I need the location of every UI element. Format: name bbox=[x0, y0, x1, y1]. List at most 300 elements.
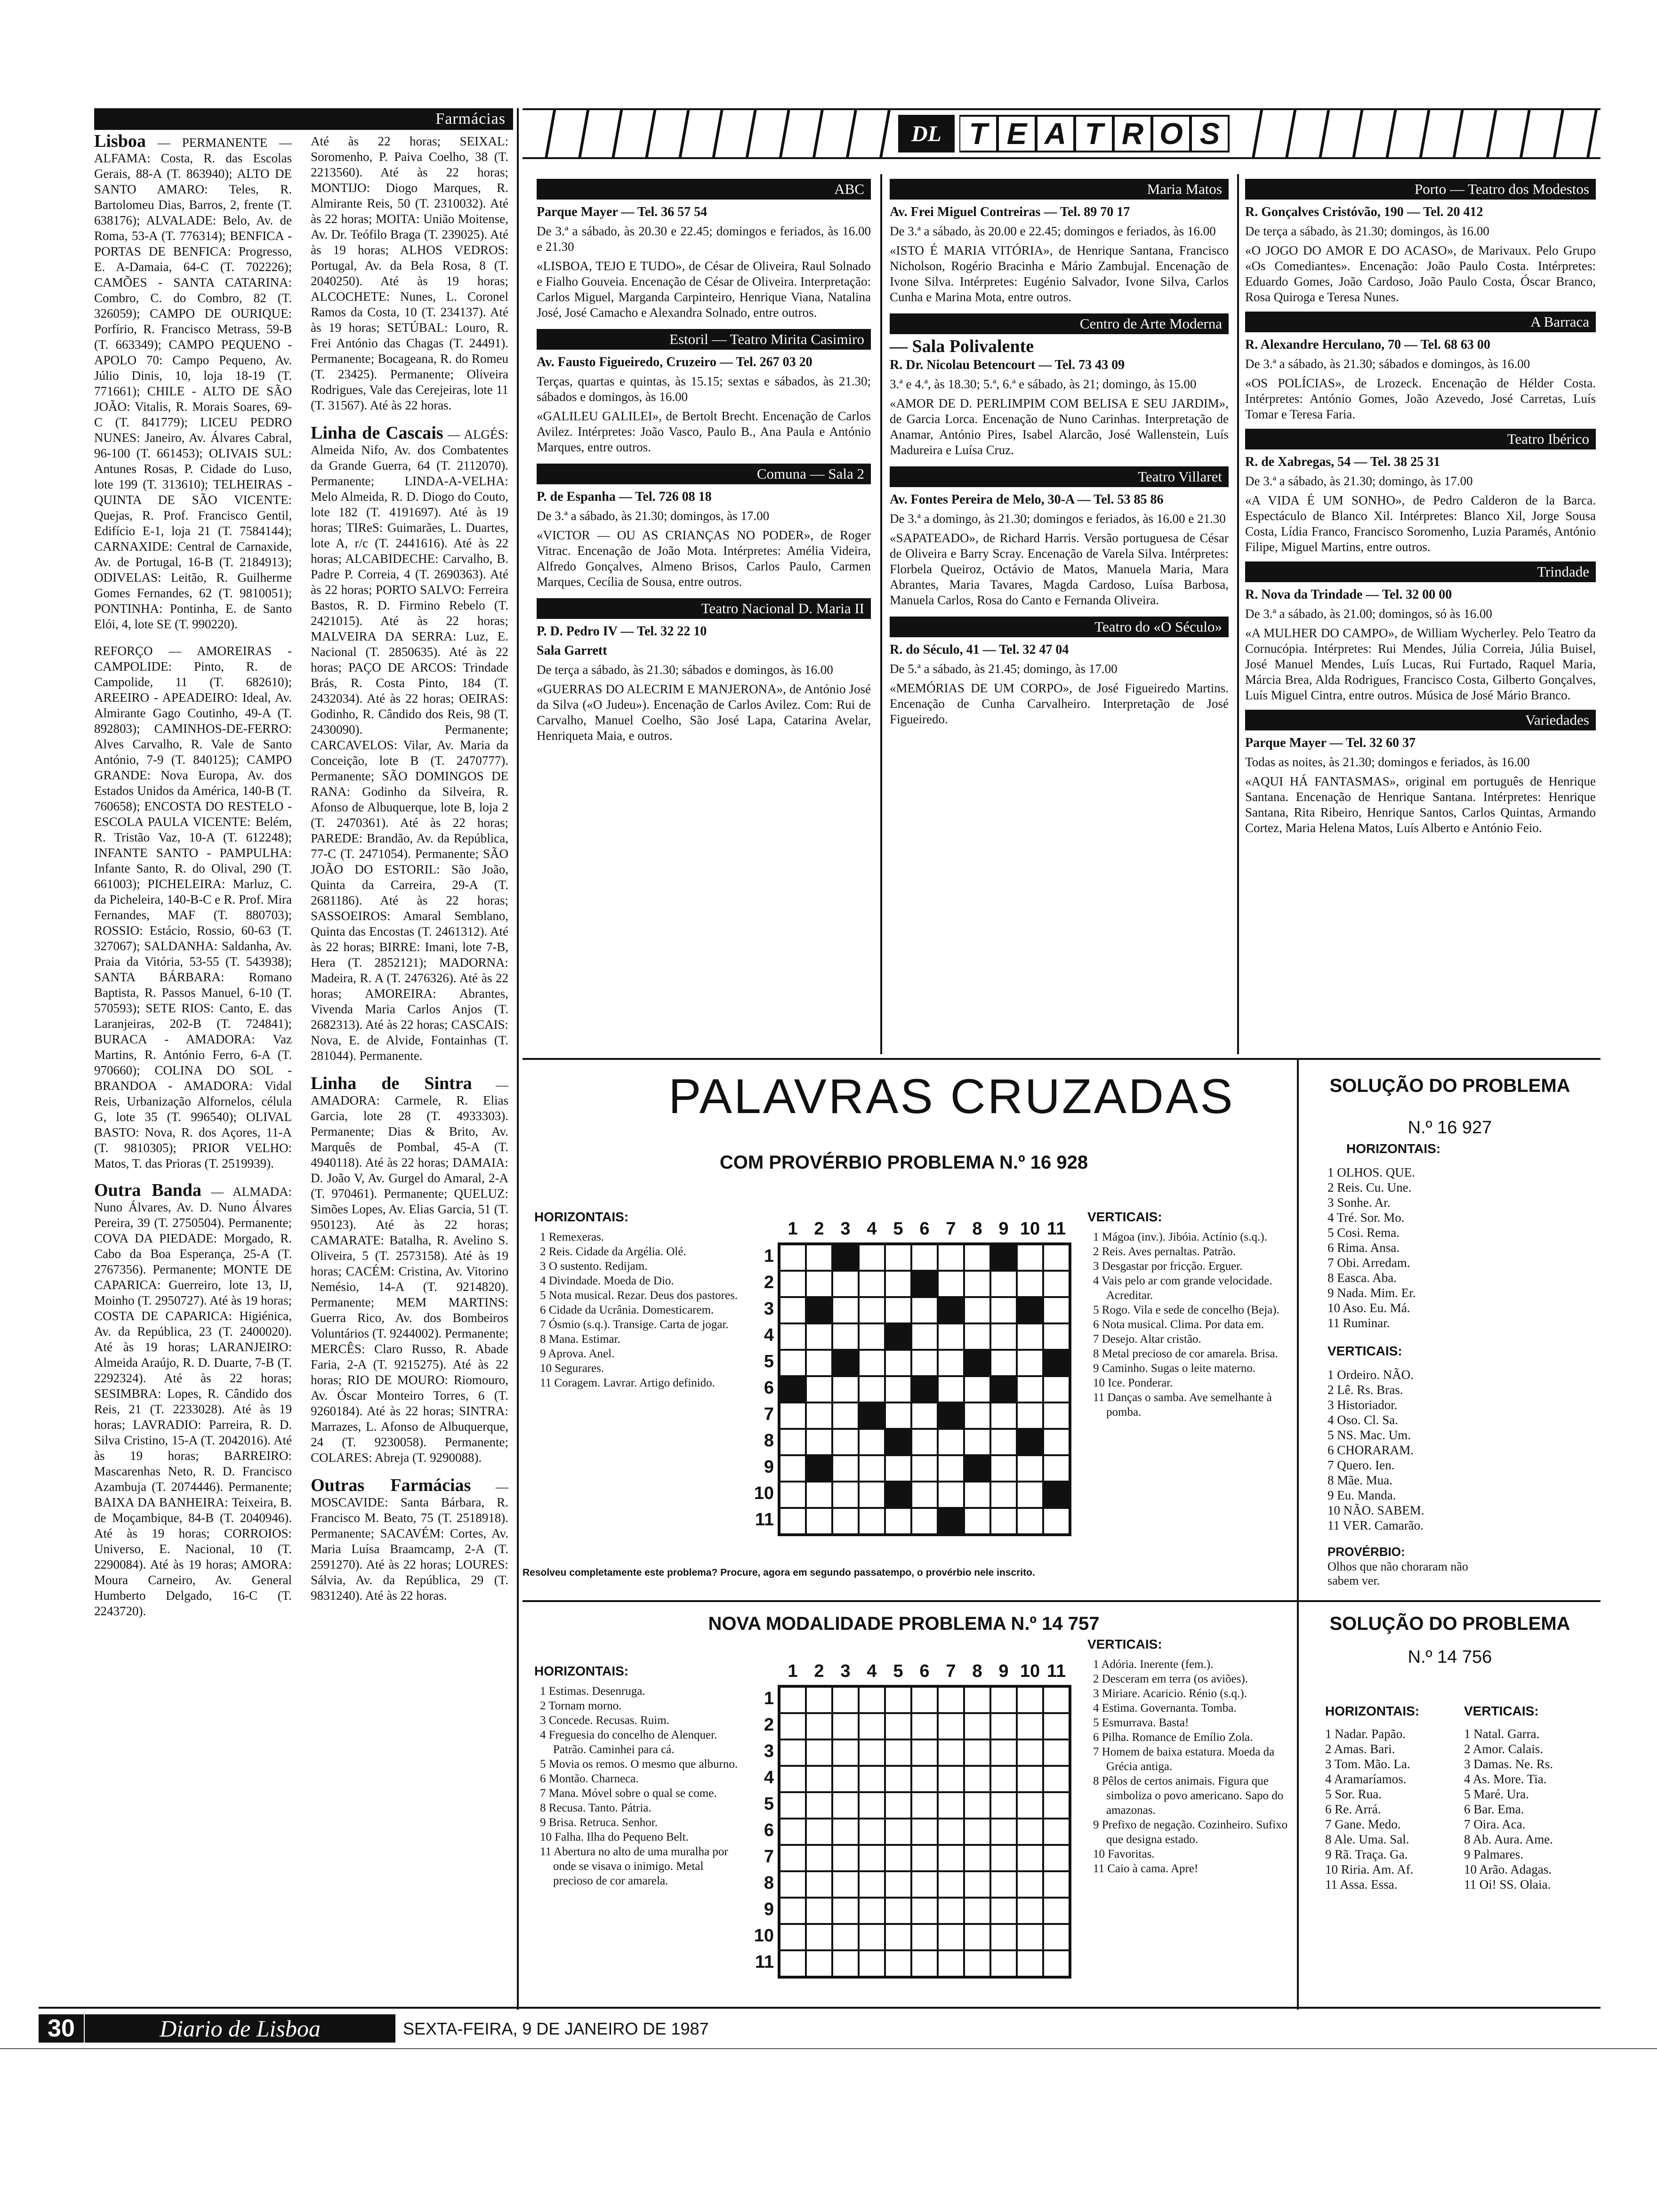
clue-item: 10 Favoritas. bbox=[1093, 1848, 1155, 1860]
grid-cell bbox=[859, 1244, 885, 1271]
clue-item: 3 Desgastar por fricção. Erguer. bbox=[1093, 1260, 1243, 1273]
grid-cell bbox=[1043, 1766, 1070, 1792]
solution-item: 2 Amas. Bari. bbox=[1325, 1742, 1395, 1756]
grid-cell bbox=[990, 1482, 1017, 1508]
grid-cell bbox=[832, 1376, 859, 1403]
grid-cell bbox=[859, 1766, 885, 1792]
grid-cell bbox=[885, 1898, 911, 1924]
grid-cell bbox=[832, 1713, 859, 1739]
grid-column-number: 10 bbox=[1020, 1661, 1040, 1681]
grid-cell bbox=[911, 1898, 938, 1924]
clue-item: 2 Reis. Aves pernaltas. Patrão. bbox=[1093, 1245, 1236, 1258]
grid-cell bbox=[806, 1924, 832, 1950]
clue-item: 6 Pilha. Romance de Emílio Zola. bbox=[1093, 1731, 1253, 1744]
solution-2-h-header: HORIZONTAIS: bbox=[1325, 1704, 1420, 1718]
grid-cell bbox=[885, 1403, 911, 1429]
grid-cell bbox=[859, 1819, 885, 1845]
theatre-room: Sala Garrett bbox=[537, 643, 607, 658]
grid-cell bbox=[885, 1376, 911, 1403]
grid-cell bbox=[1043, 1819, 1070, 1845]
banner-letter: T bbox=[1075, 115, 1114, 152]
grid-cell bbox=[938, 1323, 964, 1350]
grid-cell bbox=[938, 1924, 964, 1950]
clue-item: 2 Reis. Cidade da Argélia. Olé. bbox=[540, 1245, 686, 1258]
grid-cell bbox=[1043, 1323, 1070, 1350]
grid-cell bbox=[780, 1297, 806, 1323]
grid-cell bbox=[938, 1455, 964, 1482]
grid-cell bbox=[964, 1845, 990, 1871]
solution-item: 1 Ordeiro. NÃO. bbox=[1327, 1368, 1414, 1382]
grid-cell bbox=[1017, 1819, 1043, 1845]
cascais-section bbox=[311, 425, 508, 1064]
crossword-2-subtitle: NOVA MODALIDADE PROBLEMA N.º 14 757 bbox=[708, 1613, 1100, 1634]
grid-column-number: 3 bbox=[840, 1661, 851, 1681]
grid-cell bbox=[780, 1792, 806, 1819]
grid-cell bbox=[859, 1429, 885, 1455]
grid-cell bbox=[911, 1482, 938, 1508]
grid-cell bbox=[1043, 1508, 1070, 1534]
grid-cell bbox=[859, 1898, 885, 1924]
solution-item: 1 OLHOS. QUE. bbox=[1327, 1165, 1415, 1179]
solution-2-title: SOLUÇÃO DO PROBLEMA bbox=[1329, 1613, 1570, 1634]
solution-item: 5 Sor. Rua. bbox=[1325, 1787, 1382, 1801]
grid-cell bbox=[964, 1792, 990, 1819]
grid-cell bbox=[832, 1323, 859, 1350]
clue-item: 1 Adória. Inerente (fem.). bbox=[1093, 1658, 1214, 1671]
grid-column-number: 2 bbox=[814, 1219, 824, 1239]
grid-column-number: 1 bbox=[788, 1661, 798, 1681]
grid-cell bbox=[885, 1244, 911, 1271]
theatre-name: Comuna — Sala 2 bbox=[537, 464, 871, 484]
grid-cell bbox=[964, 1455, 990, 1482]
grid-column-number: 5 bbox=[893, 1661, 903, 1681]
grid-cell bbox=[806, 1455, 832, 1482]
grid-cell bbox=[832, 1297, 859, 1323]
grid-cell bbox=[911, 1924, 938, 1950]
lisboa-text: — PERMANENTE — ALFAMA: Costa, R. das Escolas Gerais, 88-A (T. 863940); ALTO DE SANTO AMARO: Teles, R. Bartolomeu Dias, Barros, 2, frente (T. 638176); ALVALADE: Belo, Av. de Roma, 53-A (T. 776314); BENFICA - PORTAS DE BENFICA: Progresso, E. A-Damaia, 64-C (T. 702226); CAMÕES - SANTA CATARINA: Combro, C. do Combro, 82 (T. 326059); CAMPO DE OURIQUE: Porfírio, R. Francisco Metrass, 59-B (T. 663349); CAMPO PEQUENO - APOLO 70: Campo Pequeno, Av. Júlio Dinis, 10, loja 18-19 (T. 771661); CHILE - ALTO DE SÃO JOÃO: Vitalis, R. Morais Soares, 69-C (T. 841779); LICEU PEDRO NUNES: Janeiro, Av. Álvares Cabral, 96-100 (T. 661453); OLIVAIS SUL: Antunes Rosas, P. Cidade do Luso, lote 199 (T. 313610); TELHEIRAS - QUINTA DE SÃO VICENTE: Quejas, R. Prof. Francisco Gentil, Edifício E-1, loja 21 (T. 7584144); CARNAXIDE: Central de Carnaxide, Av. de Portugal, 16-B (T. 2184913); ODIVELAS: Leitão, R. Guilherme Gomes Fernandes, 62 (T. 9810051); PONTINHA: Pontinha, E. de Santo Elói, 4, lote SE (T. 990220). bbox=[94, 136, 292, 631]
clue-item: 7 Homem de baixa estatura. Moeda da Grécia antiga. bbox=[1093, 1746, 1275, 1773]
grid-cell bbox=[911, 1455, 938, 1482]
theatre-times: De 3.ª a domingo, às 21.30; domingos e feriados, às 16.00 e 21.30 bbox=[890, 512, 1226, 526]
grid-cell bbox=[1043, 1403, 1070, 1429]
grid-column-number: 11 bbox=[1046, 1661, 1066, 1681]
pharmacy-column-2 bbox=[311, 134, 508, 1606]
grid-row-number: 4 bbox=[764, 1768, 774, 1787]
grid-cell bbox=[885, 1739, 911, 1766]
clue-item: 6 Cidade da Ucrânia. Domesticarem. bbox=[540, 1304, 714, 1316]
grid-cell bbox=[990, 1403, 1017, 1429]
grid-column-number: 6 bbox=[919, 1219, 930, 1239]
grid-cell bbox=[832, 1792, 859, 1819]
grid-cell bbox=[964, 1819, 990, 1845]
grid-cell bbox=[990, 1924, 1017, 1950]
grid-cell bbox=[832, 1244, 859, 1271]
grid-cell bbox=[964, 1482, 990, 1508]
grid-cell bbox=[1043, 1244, 1070, 1271]
grid-column-number: 9 bbox=[998, 1661, 1009, 1681]
solution-item: 6 Bar. Ema. bbox=[1464, 1802, 1524, 1816]
grid-cell bbox=[859, 1924, 885, 1950]
grid-cell bbox=[859, 1792, 885, 1819]
grid-cell bbox=[885, 1792, 911, 1819]
grid-row-number: 10 bbox=[754, 1483, 774, 1503]
grid-cell bbox=[885, 1508, 911, 1534]
sintra-title: Linha de Sintra bbox=[311, 1074, 472, 1093]
solution-item: 3 Sonhe. Ar. bbox=[1327, 1195, 1391, 1210]
theatre-times: De terça a sábado, às 21.30; domingos, às 16.00 bbox=[1245, 224, 1489, 238]
clue-item: 9 Brisa. Retruca. Senhor. bbox=[540, 1816, 658, 1829]
clue-item: 9 Caminho. Sugas o leite materno. bbox=[1093, 1362, 1256, 1375]
solution-item: 9 Eu. Manda. bbox=[1327, 1488, 1396, 1502]
grid-row-number: 3 bbox=[764, 1299, 774, 1319]
theatre-name: Teatro do «O Século» bbox=[890, 617, 1229, 637]
grid-cell bbox=[938, 1898, 964, 1924]
grid-cell bbox=[990, 1350, 1017, 1376]
grid-cell bbox=[780, 1508, 806, 1534]
grid-cell bbox=[964, 1713, 990, 1739]
lisboa-section bbox=[94, 131, 292, 632]
clue-item: 11 Abertura no alto de uma muralha por onde se visava o inimigo. Metal precioso de cor amarela. bbox=[540, 1845, 728, 1887]
grid-cell bbox=[964, 1739, 990, 1766]
grid-cell bbox=[938, 1271, 964, 1297]
grid-cell bbox=[806, 1403, 832, 1429]
grid-row-number: 9 bbox=[764, 1899, 774, 1919]
grid-cell bbox=[1017, 1687, 1043, 1713]
issue-date: SEXTA-FEIRA, 9 DE JANEIRO DE 1987 bbox=[403, 2019, 709, 2038]
grid-cell bbox=[780, 1350, 806, 1376]
grid-cell bbox=[806, 1323, 832, 1350]
theatre-times: De 3.ª a sábado, às 21.30; domingos, às 17.00 bbox=[537, 509, 770, 523]
theatre-desc: «SAPATEADO», de Richard Harris. Versão portuguesa de César de Oliveira e Barry Scray. Encenação de Varela Silva. Intérpretes: Florbela Queiroz, Octávio de Matos, Manuela Maria, Mara Abrantes, Maria Tavares, Magda Cardoso, Luísa Barbosa, Manuela Carlos, Rosa do Canto e Fernanda Oliveira. bbox=[890, 531, 1229, 607]
grid-cell bbox=[990, 1819, 1017, 1845]
grid-cell bbox=[780, 1244, 806, 1271]
solution-item: 1 Natal. Garra. bbox=[1464, 1727, 1540, 1741]
grid-cell bbox=[1017, 1429, 1043, 1455]
theatre-divider bbox=[880, 174, 882, 1054]
grid-cell bbox=[911, 1350, 938, 1376]
theatre-address: P. D. Pedro IV — Tel. 32 22 10 bbox=[537, 624, 707, 639]
grid-cell bbox=[990, 1845, 1017, 1871]
theatre-desc: «O JOGO DO AMOR E DO ACASO», de Marivaux. Pelo Grupo «Os Comediantes». Encenação: João Paulo Costa. Intérpretes: Eduardo Gomes, João Cardoso, João Paulo Costa, Óscar Branco, Rosa Quiroga e Teresa Nunes. bbox=[1245, 243, 1596, 304]
theatre-name: Centro de Arte Moderna bbox=[890, 313, 1229, 334]
banner-letter: R bbox=[1114, 115, 1152, 152]
grid-cell bbox=[938, 1766, 964, 1792]
solution-item: 7 Oira. Aca. bbox=[1464, 1817, 1526, 1831]
grid-cell bbox=[806, 1244, 832, 1271]
grid-cell bbox=[885, 1271, 911, 1297]
grid-cell bbox=[938, 1713, 964, 1739]
grid-cell bbox=[990, 1739, 1017, 1766]
theatre-address: R. de Xabregas, 54 — Tel. 38 25 31 bbox=[1245, 455, 1440, 469]
theatre-times: Todas as noites, às 21.30; domingos e feriados, às 16.00 bbox=[1245, 755, 1530, 769]
theatre-address: R. do Século, 41 — Tel. 32 47 04 bbox=[890, 642, 1069, 657]
grid-cell bbox=[832, 1482, 859, 1508]
theatre-times: De 3.ª a sábado, às 20.30 e 22.45; domingos e feriados, às 16.00 e 21.30 bbox=[537, 224, 871, 254]
theatre-address: R. Alexandre Herculano, 70 — Tel. 68 63 00 bbox=[1245, 337, 1490, 352]
grid-cell bbox=[911, 1271, 938, 1297]
grid-cell bbox=[1043, 1950, 1070, 1977]
theatre-times: De 5.ª a sábado, às 21.45; domingo, às 17.00 bbox=[890, 662, 1118, 676]
clue-item: 5 Movia os remos. O mesmo que alburno. bbox=[540, 1758, 738, 1771]
outra-banda-title: Outra Banda bbox=[94, 1180, 201, 1200]
grid-cell bbox=[938, 1297, 964, 1323]
grid-cell bbox=[806, 1819, 832, 1845]
theatre-times: De 3.ª a sábado, às 21.30; sábados e domingos, às 16.00 bbox=[1245, 357, 1530, 371]
solution-item: 5 Maré. Ura. bbox=[1464, 1787, 1529, 1801]
solution-item: 9 Nada. Mim. Er. bbox=[1327, 1286, 1416, 1300]
grid-cell bbox=[911, 1323, 938, 1350]
grid-cell bbox=[806, 1792, 832, 1819]
theatre-abc bbox=[537, 179, 871, 321]
sintra-text: — AMADORA: Carmele, R. Elias Garcia, lote 28 (T. 4933303). Permanente; Dias & Brito, Av. Marquês de Pombal, 45-A (T. 4940118). Até às 22 horas; DAMAIA: D. João V, Av. Gurgel do Amaral, 2-A (T. 970461). Permanente; QUELUZ: Simões Lopes, Av. Elias Garcia, 51 (T. 950123). Até às 22 horas; CAMARATE: Batalha, R. Avelino S. Oliveira, 5 (T. 2573158). Até às 19 horas; CACÉM: Cristina, Av. Vitorino Nemésio, 14-A (T. 9214820). Permanente; MEM MARTINS: Guerra Rico, Av. dos Bombeiros Voluntários (T. 9244002). Permanente; MERCÊS: Claro Russo, R. Abade Faria, 2-A (T. 9215275). Até às 22 horas; RIO DE MOURO: Riomouro, Av. Óscar Monteiro Torres, 6 (T. 9260184). Até às 22 horas; SINTRA: Marrazes, L. Afonso de Albuquerque, 24 (T. 9230058). Permanente; COLARES: Abreja (T. 9290088). bbox=[311, 1078, 508, 1465]
grid-cell bbox=[859, 1871, 885, 1898]
grid-cell bbox=[859, 1739, 885, 1766]
grid-cell bbox=[859, 1297, 885, 1323]
grid-cell bbox=[832, 1739, 859, 1766]
grid-cell bbox=[1017, 1924, 1043, 1950]
sintra-section bbox=[311, 1076, 508, 1466]
grid-cell bbox=[1017, 1845, 1043, 1871]
teatros-banner bbox=[523, 108, 1601, 159]
clue-item: 4 Freguesia do concelho de Alenquer. Patrão. Caminhei para cá. bbox=[540, 1729, 717, 1756]
clue-item: 8 Recusa. Tanto. Pátria. bbox=[540, 1802, 652, 1814]
outras-text: — MOSCAVIDE: Santa Bárbara, R. Francisco M. Beato, 75 (T. 2518918). Permanente; SACAVÉM: Cortes, Av. Maria Luísa Braamcamp, 2-A (T. 2591270). Até às 22 horas; LOURES: Sálvia, Av. da República, 29 (T. 9831240). Até às 22 horas. bbox=[311, 1480, 508, 1603]
grid-row-number: 5 bbox=[764, 1794, 774, 1814]
solution-1-v-header: VERTICAIS: bbox=[1327, 1344, 1402, 1358]
clue-item: 10 Segurares. bbox=[540, 1362, 604, 1375]
clue-item: 6 Nota musical. Clima. Por data em. bbox=[1093, 1318, 1264, 1331]
grid-cell bbox=[964, 1350, 990, 1376]
grid-cell bbox=[832, 1845, 859, 1871]
solution-2-horizontais bbox=[1325, 1726, 1457, 1892]
grid-cell bbox=[911, 1871, 938, 1898]
grid-cell bbox=[938, 1508, 964, 1534]
theatre-desc: «A VIDA É UM SONHO», de Pedro Calderon de la Barca. Espectáculo de Blanco Xil. Intérpretes: Blanco Xil, Jorge Sousa Costa, Lídia Franco, Francisco Soromenho, Luzia Paramés, António Filipe, Miguel Martins, entre outros. bbox=[1245, 493, 1596, 554]
grid-cell bbox=[1043, 1687, 1070, 1713]
grid-cell bbox=[1017, 1739, 1043, 1766]
theatre-mirita bbox=[537, 329, 871, 455]
cascais-text: — ALGÉS: Almeida Nifo, Av. dos Combatentes da Grande Guerra, 64 (T. 2112070). Permanente; LINDA-A-VELHA: Melo Almeida, R. D. Diogo do Couto, lote 182 (T. 4191697). Até às 19 horas; TIReS: Guimarães, L. Duartes, lote A, r/c (T. 2441616). Até às 22 horas; ALCABIDECHE: Carvalho, B. Padre P. Correia, 4 (T. 2690363). Até às 22 horas; PORTO SALVO: Ferreira Bastos, R. D. Firmino Rebelo (T. 2421015). Até às 22 horas; MALVEIRA DA SERRA: Luz, E. Nacional (T. 2850635). Até às 22 horas; PAÇO DE ARCOS: Trindade Brás, R. Costa Pinto, 184 (T. 2432034). Até às 22 horas; OEIRAS: Godinho, R. Cândido dos Reis, 98 (T. 2430090). Permanente; CARCAVELOS: Vilar, Av. Maria da Conceição, lote B (T. 2470777). Permanente; SÃO DOMINGOS DE RANA: Godinho da Silveira, R. Afonso de Albuquerque, lote B, loja 2 (T. 2470361). Até às 22 horas; PAREDE: Brandão, Av. da República, 77-C (T. 2471054). Permanente; SÃO JOÃO DO ESTORIL: São João, Quinta da Carreira, 29-A (T. 2681186). Até às 22 horas; SASSOEIROS: Amaral Semblano, Quinta das Encostas (T. 2461312). Até às 22 horas; BIRRE: Imani, lote 7-B, Hera (T. 2852121); MADORNA: Madeira, R. A (T. 2476326). Até às 22 horas; AMOREIRA: Abrantes, Vivenda Maria Carlos Anjos (T. 2682313). Até às 22 horas; CASCAIS: Nova, E. de Alvide, Fontainhas (T. 281044). Permanente. bbox=[311, 427, 508, 1063]
grid-column-number: 8 bbox=[972, 1661, 982, 1681]
grid-cell bbox=[964, 1950, 990, 1977]
grid-cell bbox=[990, 1429, 1017, 1455]
grid-cell bbox=[859, 1713, 885, 1739]
crossword-2-verticais bbox=[1087, 1637, 1295, 1876]
clues-header: HORIZONTAIS: bbox=[534, 1664, 629, 1678]
grid-cell bbox=[832, 1871, 859, 1898]
clues-header: VERTICAIS: bbox=[1087, 1210, 1162, 1224]
grid-cell bbox=[780, 1713, 806, 1739]
solution-1-h-header: HORIZONTAIS: bbox=[1346, 1141, 1441, 1156]
theatre-desc: «LISBOA, TEJO E TUDO», de César de Oliveira, Raul Solnado e Fialho Gouveia. Encenação de César de Oliveira. Interpretação: Carlos Miguel, Marganda Carpinteiro, Henrique Viana, Natalina José, José Camacho e Alexandra Solnado, entre outros. bbox=[537, 259, 871, 320]
solution-item: 11 Oi! SS. Olaia. bbox=[1464, 1877, 1551, 1891]
solution-1-horizontais bbox=[1327, 1165, 1563, 1330]
grid-cell bbox=[885, 1845, 911, 1871]
solution-item: 11 VER. Camarão. bbox=[1327, 1518, 1424, 1532]
clue-item: 10 Falha. Ilha do Pequeno Belt. bbox=[540, 1831, 689, 1843]
grid-cell bbox=[1017, 1508, 1043, 1534]
lisboa-title: Lisboa bbox=[94, 131, 146, 151]
clue-item: 2 Desceram em terra (os aviões). bbox=[1093, 1673, 1248, 1685]
clue-item: 3 Miriare. Acaricio. Rénio (s.q.). bbox=[1093, 1687, 1247, 1700]
theatre-address: Av. Fausto Figueiredo, Cruzeiro — Tel. 267 03 20 bbox=[537, 355, 812, 369]
grid-cell bbox=[1043, 1429, 1070, 1455]
grid-cell bbox=[911, 1766, 938, 1792]
grid-cell bbox=[859, 1687, 885, 1713]
theatre-comuna bbox=[537, 464, 871, 590]
grid-cell bbox=[780, 1950, 806, 1977]
theatre-address: Av. Fontes Pereira de Melo, 30-A — Tel. 53 85 86 bbox=[890, 492, 1164, 507]
solution-item: 9 Rã. Traça. Ga. bbox=[1325, 1847, 1408, 1861]
grid-cell bbox=[885, 1924, 911, 1950]
grid-cell bbox=[806, 1845, 832, 1871]
grid-cell bbox=[990, 1323, 1017, 1350]
grid-cell bbox=[1017, 1403, 1043, 1429]
banner-stripes-left bbox=[523, 110, 893, 157]
pharmacies-header: Farmácias bbox=[94, 108, 513, 130]
crossword-1-verticais bbox=[1087, 1210, 1295, 1419]
theatre-address: R. Dr. Nicolau Betencourt — Tel. 73 43 09 bbox=[890, 358, 1125, 372]
theatre-name: Teatro Villaret bbox=[890, 466, 1229, 487]
crossword-grid-1 bbox=[778, 1242, 1071, 1536]
grid-cell bbox=[1017, 1244, 1043, 1271]
grid-cell bbox=[1017, 1297, 1043, 1323]
solution-item: 1 Nadar. Papão. bbox=[1325, 1727, 1406, 1741]
grid-cell bbox=[859, 1482, 885, 1508]
theatre-address: Av. Frei Miguel Contreiras — Tel. 89 70 17 bbox=[890, 205, 1130, 219]
solution-item: 4 Aramaríamos. bbox=[1325, 1772, 1407, 1786]
grid-cell bbox=[859, 1376, 885, 1403]
grid-cell bbox=[990, 1244, 1017, 1271]
solution-item: 6 Re. Arrá. bbox=[1325, 1802, 1381, 1816]
grid-cell bbox=[964, 1766, 990, 1792]
theatre-column-1 bbox=[537, 179, 871, 747]
grid-cell bbox=[885, 1871, 911, 1898]
grid-cell bbox=[911, 1950, 938, 1977]
grid-cell bbox=[1043, 1376, 1070, 1403]
clue-item: 11 Caio à cama. Apre! bbox=[1093, 1862, 1199, 1875]
grid-cell bbox=[780, 1687, 806, 1713]
grid-cell bbox=[806, 1482, 832, 1508]
theatre-desc: «A MULHER DO CAMPO», de William Wycherley. Pelo Teatro da Cornucópia. Intérpretes: Rui Mendes, Júlia Correia, Júlia Buisel, José Manuel Mendes, Luís Lucas, Rui Furtado, Raquel Maria, Márcia Brea, Alda Rodrigues, Francisco Costa, Gilberto Gonçalves, Luís Miguel Cintra, entre outros. Música de José Mário Branco. bbox=[1245, 626, 1596, 702]
grid-cell bbox=[990, 1297, 1017, 1323]
clue-item: 10 Ice. Ponderar. bbox=[1093, 1377, 1173, 1389]
column-divider bbox=[517, 108, 519, 2010]
grid-cell bbox=[1017, 1766, 1043, 1792]
grid-row-number: 6 bbox=[764, 1820, 774, 1840]
grid-cell bbox=[964, 1508, 990, 1534]
grid-cell bbox=[806, 1739, 832, 1766]
bottom-rule bbox=[39, 2007, 1601, 2009]
theatre-times: 3.ª e 4.ª, às 18.30; 5.ª, 6.ª e sábado, às 21; domingo, às 15.00 bbox=[890, 377, 1197, 391]
crossword-2-horizontais bbox=[534, 1664, 746, 1888]
solution-1-verticais bbox=[1327, 1367, 1563, 1533]
solution-item: 11 Assa. Essa. bbox=[1325, 1877, 1398, 1891]
grid-cell bbox=[938, 1376, 964, 1403]
theatre-name: Estoril — Teatro Mirita Casimiro bbox=[537, 329, 871, 350]
grid-cell bbox=[990, 1898, 1017, 1924]
grid-cell bbox=[964, 1403, 990, 1429]
solution-2-verticais bbox=[1464, 1726, 1596, 1892]
grid-cell bbox=[964, 1323, 990, 1350]
grid-row-number: 2 bbox=[764, 1273, 774, 1292]
theatre-modestos bbox=[1245, 179, 1596, 305]
grid-row-number: 4 bbox=[764, 1325, 774, 1345]
grid-cell bbox=[885, 1482, 911, 1508]
section-divider bbox=[1297, 1600, 1601, 1602]
grid-cell bbox=[1017, 1323, 1043, 1350]
grid-cell bbox=[806, 1508, 832, 1534]
crossword-1-footnote: Resolveu completamente este problema? Procure, agora em segundo passatempo, o provérbio nele inscrito. bbox=[523, 1567, 1035, 1578]
grid-cell bbox=[938, 1845, 964, 1871]
clue-item: 11 Coragem. Lavrar. Artigo definido. bbox=[540, 1377, 715, 1389]
theatre-maria-matos bbox=[890, 179, 1229, 305]
grid-row-number: 7 bbox=[764, 1847, 774, 1867]
clue-item: 7 Ósmio (s.q.). Transige. Carta de jogar. bbox=[540, 1318, 729, 1331]
cascais-title: Linha de Cascais bbox=[311, 423, 443, 443]
theatre-name: Maria Matos bbox=[890, 179, 1229, 200]
grid-cell bbox=[1043, 1482, 1070, 1508]
grid-cell bbox=[832, 1455, 859, 1482]
theatre-name: Variedades bbox=[1245, 710, 1596, 730]
theatre-times: De terça a sábado, às 21.30; sábados e domingos, às 16.00 bbox=[537, 663, 833, 677]
crossword-title: PALAVRAS CRUZADAS bbox=[668, 1069, 1235, 1124]
grid-cell bbox=[832, 1403, 859, 1429]
theatre-address: R. Gonçalves Cristóvão, 190 — Tel. 20 412 bbox=[1245, 205, 1483, 219]
grid-cell bbox=[911, 1819, 938, 1845]
solution-item: 8 Ale. Uma. Sal. bbox=[1325, 1832, 1409, 1846]
theatre-name: Porto — Teatro dos Modestos bbox=[1245, 179, 1596, 200]
grid-cell bbox=[1043, 1898, 1070, 1924]
solution-1-proverb-header: PROVÉRBIO: bbox=[1327, 1545, 1405, 1559]
clue-item: 1 Remexeras. bbox=[540, 1231, 604, 1243]
grid-cell bbox=[780, 1819, 806, 1845]
grid-cell bbox=[806, 1950, 832, 1977]
grid-cell bbox=[1043, 1792, 1070, 1819]
solution-item: 7 Gane. Medo. bbox=[1325, 1817, 1401, 1831]
grid-cell bbox=[990, 1950, 1017, 1977]
grid-cell bbox=[806, 1898, 832, 1924]
banner-letter: E bbox=[998, 115, 1037, 152]
theatre-room: — Sala Polivalente bbox=[890, 337, 1034, 356]
crossword-grid-2 bbox=[778, 1685, 1071, 1979]
grid-cell bbox=[780, 1766, 806, 1792]
grid-cell bbox=[990, 1713, 1017, 1739]
grid-cell bbox=[938, 1350, 964, 1376]
theatre-name: A Barraca bbox=[1245, 312, 1596, 332]
grid-cell bbox=[859, 1323, 885, 1350]
grid-cell bbox=[1017, 1482, 1043, 1508]
grid-row-number: 1 bbox=[764, 1246, 774, 1266]
grid-cell bbox=[938, 1819, 964, 1845]
grid-row-number: 8 bbox=[764, 1431, 774, 1451]
grid-cell bbox=[780, 1845, 806, 1871]
grid-cell bbox=[859, 1403, 885, 1429]
theatre-name: Trindade bbox=[1245, 561, 1596, 582]
grid-cell bbox=[964, 1924, 990, 1950]
grid-cell bbox=[806, 1871, 832, 1898]
grid-cell bbox=[885, 1429, 911, 1455]
grid-cell bbox=[911, 1687, 938, 1713]
grid-cell bbox=[859, 1508, 885, 1534]
solution-item: 9 Palmares. bbox=[1464, 1847, 1523, 1861]
grid-cell bbox=[780, 1739, 806, 1766]
solution-item: 3 Historiador. bbox=[1327, 1398, 1398, 1412]
grid-cell bbox=[990, 1871, 1017, 1898]
grid-cell bbox=[938, 1687, 964, 1713]
clue-item: 1 Mágoa (inv.). Jibóia. Actínio (s.q.). bbox=[1093, 1231, 1267, 1243]
grid-cell bbox=[780, 1482, 806, 1508]
